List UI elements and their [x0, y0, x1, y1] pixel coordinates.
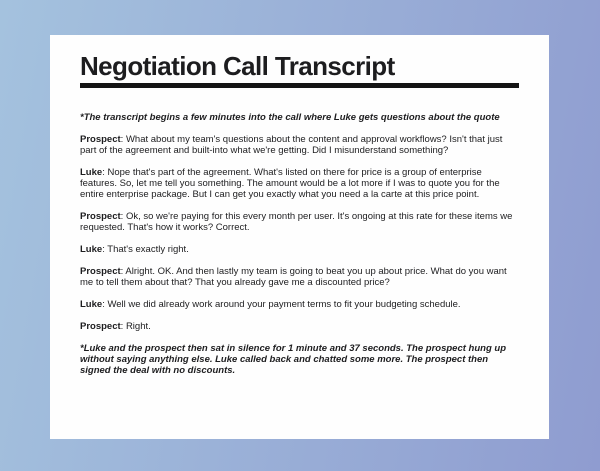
speaker-separator: : — [102, 167, 108, 178]
speaker-name: Luke — [80, 244, 103, 255]
speaker-name: Prospect — [80, 266, 121, 277]
page-title: Negotiation Call Transcript — [80, 51, 395, 81]
transcript-message — [80, 299, 519, 310]
speaker-separator: : — [120, 321, 126, 332]
speaker-name: Prospect — [80, 211, 121, 222]
message-text: Well we did already work around your payment terms to fit your budgeting schedule. — [107, 299, 461, 310]
outro-note: *Luke and the prospect then sat in silence for 1 minute and 37 seconds. The prospect hung up without saying anything else. Luke called back and chatted some more. The prospect then signed the deal with no discounts. — [80, 343, 506, 376]
speaker-separator: : — [120, 266, 126, 277]
transcript-messages — [80, 134, 519, 332]
transcript-message — [80, 167, 519, 200]
transcript-message — [80, 134, 519, 156]
title-divider — [80, 83, 519, 88]
speaker-separator: : — [120, 211, 126, 222]
transcript-message — [80, 211, 519, 233]
speaker-name: Luke — [80, 167, 103, 178]
message-text: What about my team's questions about the content and approval workflows? Isn't that just part of the agreement and built-into what we're getting. Did I misunderstand something? — [80, 134, 503, 156]
message-text: Alright. OK. And then lastly my team is going to beat you up about price. What do you want me to tell them about that? That you already gave me a discounted price? — [80, 266, 507, 288]
transcript-message — [80, 244, 519, 255]
message-text: That's exactly right. — [107, 244, 189, 255]
speaker-separator: : — [120, 134, 126, 145]
speaker-separator: : — [102, 299, 108, 310]
speaker-name: Prospect — [80, 321, 121, 332]
message-text: Ok, so we're paying for this every month per user. It's ongoing at this rate for these items we requested. That's how it works? Correct. — [80, 211, 513, 233]
speaker-name: Luke — [80, 299, 103, 310]
transcript-card — [50, 35, 549, 439]
transcript-message — [80, 321, 519, 332]
message-text: Right. — [125, 321, 151, 332]
speaker-name: Prospect — [80, 134, 121, 145]
speaker-separator: : — [102, 244, 108, 255]
transcript-message — [80, 266, 519, 288]
intro-note: *The transcript begins a few minutes into the call where Luke gets questions about the quote — [80, 112, 500, 123]
transcript-body — [80, 112, 519, 376]
message-text: Nope that's part of the agreement. What's listed on there for price is a group of enterprise features. So, let me tell you something. The amount would be a lot more if I was to quote you for the entire enterprise package. But I can get you exactly what you need a la carte at this price point. — [80, 167, 500, 200]
